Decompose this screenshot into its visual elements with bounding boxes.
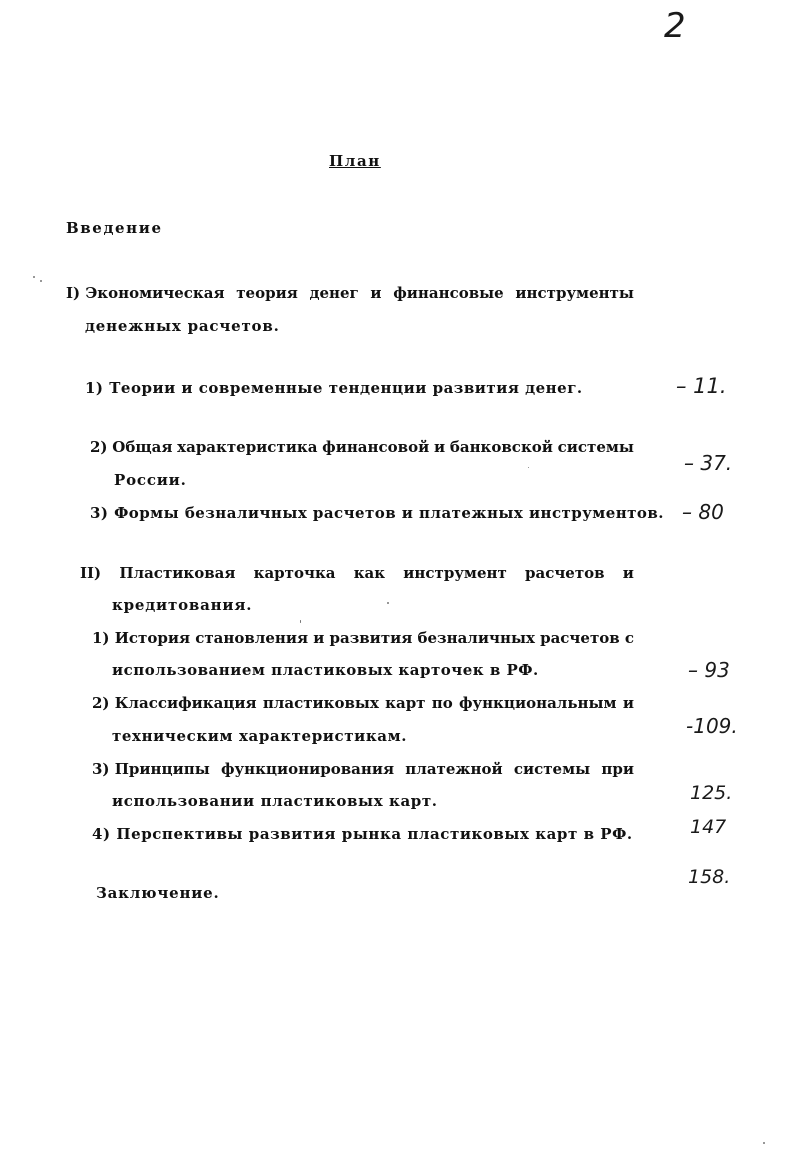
section1-word: финансовые	[393, 284, 504, 302]
section2-item3-page: 125.	[690, 782, 733, 804]
item-word: Общая	[112, 438, 173, 456]
section2-item4-text: 4) Перспективы развития рынка пластиковых карт в РФ.	[92, 825, 633, 843]
item-word: безналичных	[417, 629, 535, 647]
intro-heading: Введение	[66, 219, 163, 237]
section2-word: как	[353, 564, 386, 582]
section2-item3-line1	[92, 760, 634, 778]
item-word: функционирования	[220, 760, 395, 778]
plan-title: План	[329, 152, 381, 170]
conclusion-page: 158.	[688, 866, 731, 888]
section2-word: II)	[80, 564, 102, 582]
section1-word: и	[370, 284, 382, 302]
scan-speck	[33, 276, 35, 278]
item-word: становления	[195, 629, 309, 647]
item-word: 3) Принципы	[92, 760, 210, 778]
item-word: при	[601, 760, 634, 778]
item-word: финансовой	[322, 438, 430, 456]
section2-item2-page: -109.	[686, 714, 738, 738]
section2-item1-line2: использованием пластиковых карточек в РФ.	[112, 661, 539, 679]
section2-item2-line2: техническим характеристикам.	[112, 727, 408, 745]
section1-heading-line1	[66, 284, 634, 302]
section1-word: инструменты	[515, 284, 634, 302]
section2-heading-line2: кредитования.	[112, 596, 253, 614]
item-word: и	[313, 629, 325, 647]
scan-speck	[528, 467, 529, 468]
section1-item2-line2: России.	[114, 471, 187, 489]
section1-word: денег	[309, 284, 359, 302]
section1-heading-line2: денежных расчетов.	[85, 317, 280, 335]
section2-word: Пластиковая	[119, 564, 236, 582]
section2-item4-page: 147	[690, 816, 727, 838]
section2-word: карточка	[253, 564, 336, 582]
item-word: по	[431, 694, 453, 712]
section1-item1-text: 1) Теории и современные тенденции развития денег.	[85, 379, 583, 397]
handwritten-page-number: 2	[664, 6, 686, 46]
section1-word: теория	[236, 284, 298, 302]
item-word: 1) История	[92, 629, 191, 647]
item-word: расчетов	[540, 629, 620, 647]
item-word: с	[624, 629, 634, 647]
item-word: функциональным	[458, 694, 617, 712]
section1-word: I) Экономическая	[66, 284, 225, 302]
item-word: 2) Классификация	[92, 694, 257, 712]
section1-item2-line1	[90, 438, 634, 456]
section2-item3-line2: использовании пластиковых карт.	[112, 792, 438, 810]
item-word: пластиковых	[262, 694, 379, 712]
scan-speck	[40, 280, 42, 282]
conclusion-heading: Заключение.	[96, 884, 220, 902]
section1-item3-text: 3) Формы безналичных расчетов и платежных инструментов.	[90, 504, 664, 522]
item-word: карт	[385, 694, 426, 712]
section1-item3-page: – 80	[682, 500, 724, 524]
scan-speck	[763, 1142, 765, 1144]
section2-heading-line1	[80, 564, 634, 582]
item-word: системы	[513, 760, 591, 778]
item-word: системы	[557, 438, 634, 456]
item-word: платежной	[405, 760, 503, 778]
section2-item2-line1	[92, 694, 634, 712]
section2-word: инструмент	[403, 564, 507, 582]
item-word: и	[622, 694, 634, 712]
item-word: 2)	[90, 438, 108, 456]
item-word: развития	[329, 629, 413, 647]
section2-word: и	[622, 564, 634, 582]
item-word: характеристика	[177, 438, 318, 456]
item-word: и	[433, 438, 446, 456]
section2-item1-line1	[92, 629, 634, 647]
section1-item2-page: – 37.	[684, 451, 733, 475]
section2-item1-page: – 93	[688, 658, 730, 682]
section2-word: расчетов	[524, 564, 605, 582]
scan-speck	[387, 602, 389, 604]
scan-speck	[300, 620, 301, 623]
section1-item1-page: – 11.	[676, 374, 727, 398]
item-word: банковской	[449, 438, 553, 456]
